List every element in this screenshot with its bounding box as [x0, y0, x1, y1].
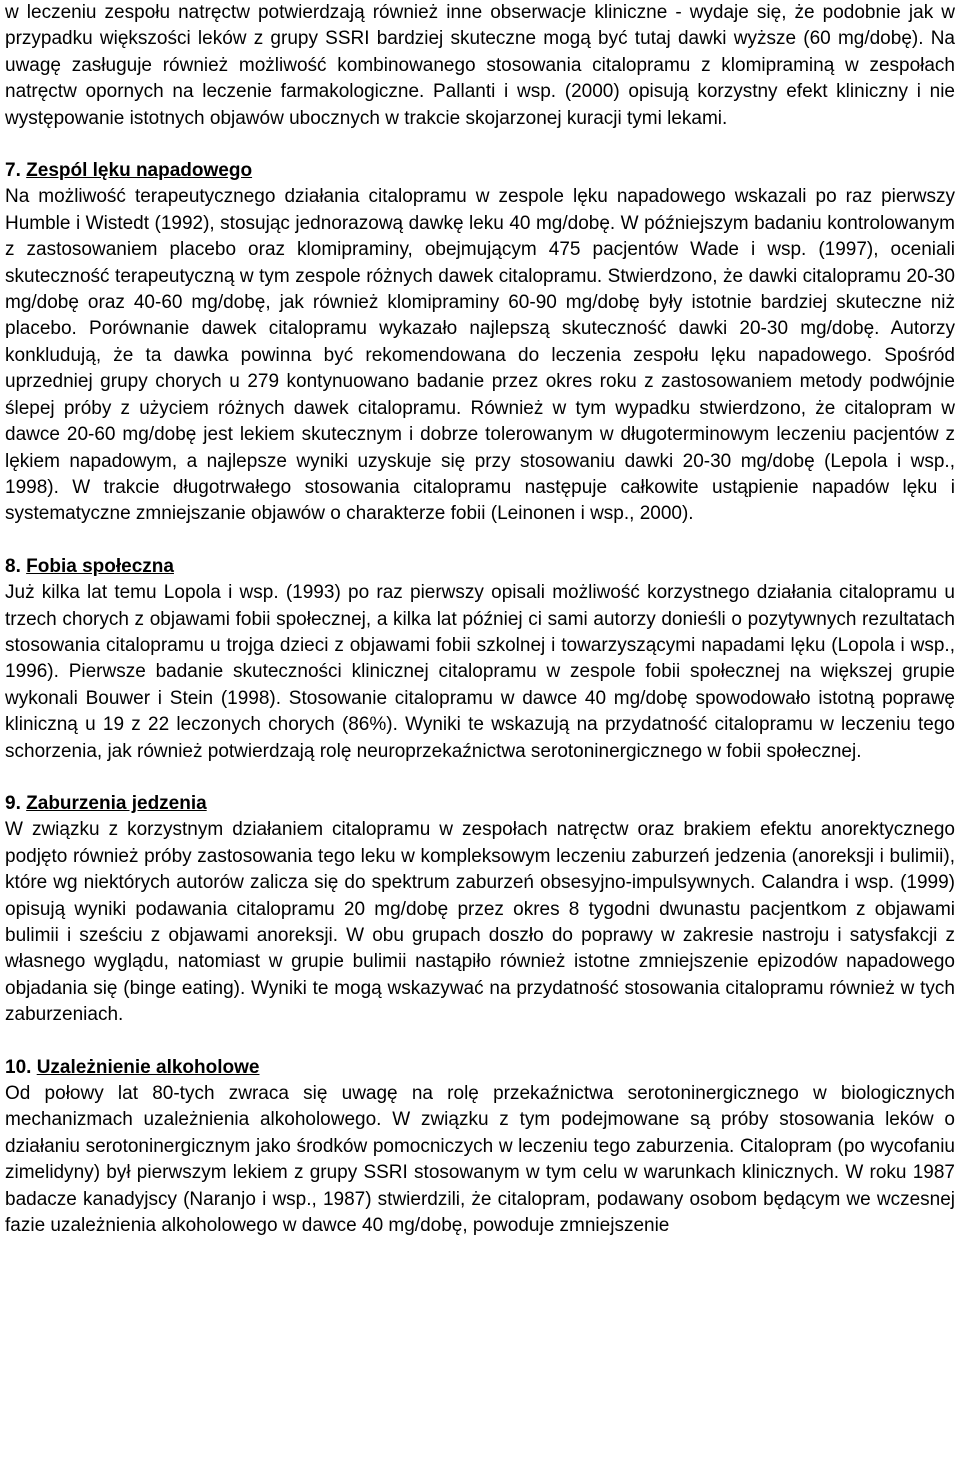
section-heading-social-phobia: [5, 554, 955, 580]
spacer: [5, 1029, 955, 1055]
section-text-social-phobia: Już kilka lat temu Lopola i wsp. (1993) po raz pierwszy opisali możliwość korzystnego działania citalopramu u trzech chorych z objawami fobii społecznej, a kilka lat później ci sami autorzy donieśli o pozytywnych rezultatach stosowania citalopramu u trojga dzieci z objawami fobii szkolnej i towarzyszącymi napadami lęku (Lopola i wsp., 1996). Pierwsze badanie skuteczności klinicznej citalopramu w zespole fobii społecznej na większej grupie wykonali Bouwer i Stein (1998). Stosowanie citalopramu w dawce 40 mg/dobę spowodowało istotną poprawę kliniczną u 19 z 22 leczonych chorych (86%). Wyniki te wskazują na przydatność citalopramu w leczeniu tego schorzenia, jak również potwierdzają rolę neuroprzekaźnictwa serotoninergicznego w fobii społecznej.: [5, 582, 955, 762]
section-number: 7.: [5, 160, 21, 182]
section-number: 10.: [5, 1056, 32, 1078]
section-heading-panic-disorder: [5, 158, 955, 184]
section-text-alcohol-dependence: Od połowy lat 80-tych zwraca się uwagę na rolę przekaźnictwa serotoninergicznego w biologicznych mechanizmach uzależnienia alkoholowego. W związku z tym podejmowane są próby stosowania leków o działaniu serotoninergicznym jako środków pomocniczych w leczeniu tego zaburzenia. Citalopram (po wycofaniu zimelidyny) był pierwszym lekiem z grupy SSRI stosowanym w tym celu w warunkach klinicznych. W roku 1987 badacze kanadyjscy (Naranjo i wsp., 1987) stwierdzili, że citalopram, podawany osobom będącym we wczesnej fazie uzależnienia alkoholowego w dawce 40 mg/dobę, powoduje zmniejszenie: [5, 1083, 955, 1237]
section-title: Zaburzenia jedzenia: [26, 792, 207, 814]
spacer: [5, 528, 955, 554]
section-text-eating-disorders: W związku z korzystnym działaniem citalopramu w zespołach natręctw oraz brakiem efektu anorektycznego podjęto również próby zastosowania tego leku w kompleksowym leczeniu zaburzeń jedzenia (anoreksji i bulimii), które wg niektórych autorów zalicza się do spektrum zaburzeń obsesyjno-impulsywnych. Calandra i wsp. (1999) opisują wyniki podawania citalopramu 20 mg/dobę przez okres 8 tygodni dwunastu pacjentkom z objawami bulimii i sześciu z objawami anoreksji. W obu grupach doszło do poprawy w zakresie nastroju i satysfakcji z własnego wyglądu, natomiast w grupie bulimii nastąpiło również istotne zmniejszenie epizodów napadowego objadania się (binge eating). Wyniki te mogą wskazywać na przydatność stosowania citalopramu również w tych zaburzeniach.: [5, 819, 955, 1026]
section-title: Uzależnienie alkoholowe: [36, 1056, 260, 1078]
section-title: Fobia społeczna: [26, 555, 174, 577]
section-number: 8.: [5, 555, 21, 577]
document-page: [5, 0, 955, 1239]
spacer: [5, 765, 955, 791]
section-number: 9.: [5, 792, 21, 814]
section-text-panic-disorder: Na możliwość terapeutycznego działania citalopramu w zespole lęku napadowego wskazali po raz pierwszy Humble i Wistedt (1992), stosując jednorazową dawkę leku 40 mg/dobę. W późniejszym badaniu kontrolowanym z zastosowaniem placebo oraz klomipraminy, obejmującym 475 pacjentów Wade i wsp. (1997), oceniali skuteczność terapeutyczną w tym zespole różnych dawek citalopramu. Stwierdzono, że dawki citalopramu 20-30 mg/dobę oraz 40-60 mg/dobę, jak również klomipraminy 60-90 mg/dobę były istotnie bardziej skuteczne niż placebo. Porównanie dawek citalopramu wykazało najlepszą skuteczność dawki 20-30 mg/dobę. Autorzy konkludują, że ta dawka powinna być rekomendowana do leczenia zespołu lęku napadowego. Spośród uprzedniej grupy chorych u 279 kontynuowano badanie przez okres roku z zastosowaniem metody podwójnie ślepej próby z użyciem różnych dawek citalopramu. Również w tym wypadku stwierdzono, że citalopram w dawce 20-60 mg/dobę jest lekiem skutecznym i dobrze tolerowanym w długoterminowym leczeniu pacjentów z lękiem napadowym, a najlepsze wyniki uzyskuje się przy stosowaniu dawki 20-30 mg/dobę (Lepola i wsp., 1998). W trakcie długotrwałego stosowania citalopramu następuje całkowite ustąpienie napadów lęku i systematyczne zmniejszanie objawów o charakterze fobii (Leinonen i wsp., 2000).: [5, 186, 955, 525]
section-title: Zespól lęku napadowego: [26, 160, 253, 182]
intro-paragraph: w leczeniu zespołu natręctw potwierdzają również inne obserwacje kliniczne - wydaje się, że podobnie jak w przypadku większości leków z grupy SSRI bardziej skuteczne mogą być tutaj dawki wyższe (60 mg/dobę). Na uwagę zasługuje również możliwość kombinowanego stosowania citalopramu z klomipraminą w zespołach natręctw opornych na leczenie farmakologiczne. Pallanti i wsp. (2000) opisują korzystny efekt kliniczny i nie występowanie istotnych objawów ubocznych w trakcie skojarzonej kuracji tymi lekami.: [5, 2, 955, 129]
section-heading-eating-disorders: [5, 791, 955, 817]
spacer: [5, 132, 955, 158]
section-heading-alcohol-dependence: [5, 1055, 955, 1081]
